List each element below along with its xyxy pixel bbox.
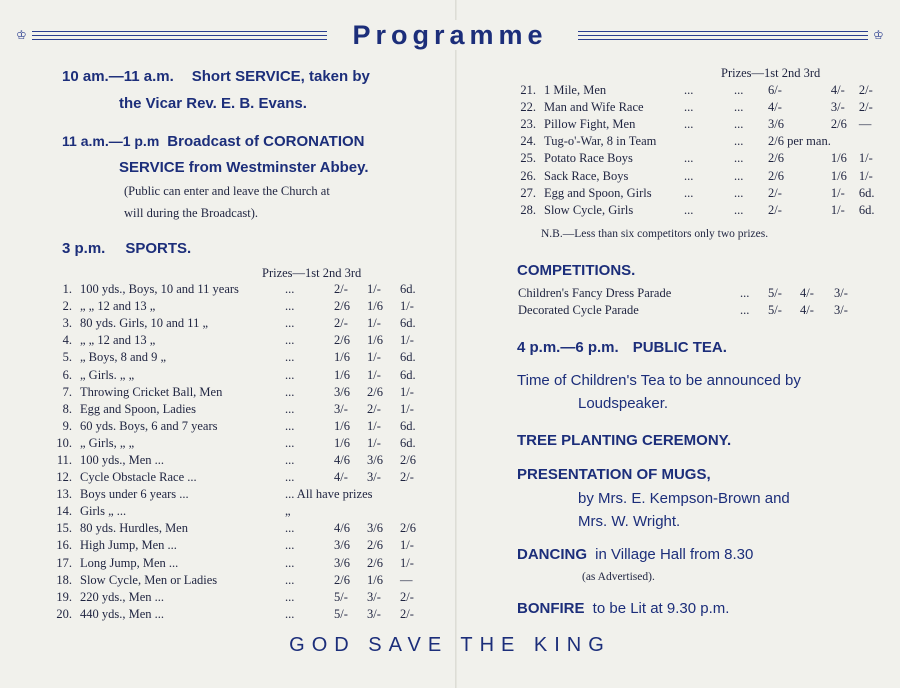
event-dots: ... (285, 299, 295, 314)
left-events-table (52, 281, 430, 623)
table-row (508, 82, 884, 99)
prize-first: 1/6 (334, 350, 350, 365)
event-name: Slow Cycle, Men or Ladies (80, 572, 218, 587)
table-row (52, 503, 430, 520)
event-name: Egg and Spoon, Ladies (80, 401, 196, 416)
event-number: 28. (520, 202, 536, 217)
prize-third: 2/- (858, 83, 873, 98)
god-save-the-king: GOD SAVE THE KING (289, 634, 611, 656)
prize-third: 6d. (858, 202, 875, 217)
programme-title: Programme (0, 20, 900, 51)
event-dots (684, 133, 734, 150)
prize-second: 1/- (367, 367, 381, 382)
event-dots: ... (684, 168, 694, 183)
event-dots: ... (285, 555, 295, 570)
prize-third: 2/- (858, 100, 873, 115)
prize-first: 2/- (334, 282, 348, 297)
event-number: 17. (56, 555, 72, 570)
event-number: 21. (520, 83, 536, 98)
event-name: 80 yds. Girls, 10 and 11 „ (80, 316, 208, 331)
prize-first: 1/6 (334, 367, 350, 382)
table-row (52, 349, 430, 366)
crown-icon: ♔ (873, 28, 884, 42)
event-dots: ... (734, 168, 744, 183)
event-name: Man and Wife Race (544, 100, 644, 115)
prize-second: 3/- (367, 606, 381, 621)
event-dots: ... (285, 521, 295, 536)
event-number: 26. (520, 168, 536, 183)
event-name: „ Girls. „ „ (80, 367, 135, 382)
mugs-line-2: by Mrs. E. Kempson-Brown and (578, 490, 790, 507)
comp-prize-2: 4/- (800, 286, 814, 301)
sports-heading: 3 p.m. SPORTS. (62, 240, 192, 257)
event-number: 18. (56, 572, 72, 587)
competitions-table (518, 285, 856, 319)
event-name: 100 yds., Men ... (80, 452, 165, 467)
event-dots: ... (684, 83, 694, 98)
table-row (508, 99, 884, 116)
prize-first: 3/6 (334, 555, 350, 570)
event-dots: ... (285, 350, 295, 365)
table-row (508, 185, 884, 202)
event-name: 220 yds., Men ... (80, 589, 165, 604)
dancing-note: (as Advertised). (582, 571, 655, 583)
event-name: Slow Cycle, Girls (544, 202, 634, 217)
prize-third: 1/- (858, 151, 873, 166)
prize-third: 2/- (400, 606, 414, 621)
event-dots: ... (684, 185, 694, 200)
event-number: 27. (520, 185, 536, 200)
prize-second: 1/6 (367, 333, 383, 348)
prize-second: 3/- (367, 589, 381, 604)
comp-name: Decorated Cycle Parade (518, 303, 639, 318)
prize-first: 2/6 (334, 572, 350, 587)
centre-fold (455, 0, 457, 688)
comp-name: Children's Fancy Dress Parade (518, 286, 672, 301)
prize-third: 6d. (400, 367, 416, 382)
event-name: Tug-o'-War, 8 in Team (544, 134, 657, 149)
event-name: 1 Mile, Men (544, 83, 607, 98)
event-dots: „ (285, 504, 291, 519)
event-name: 80 yds. Hurdles, Men (80, 521, 188, 536)
table-row (52, 555, 430, 572)
prize-second: 1/6 (830, 151, 847, 166)
tree-planting-heading: TREE PLANTING CEREMONY. (517, 432, 732, 449)
prize-second: 1/- (367, 435, 381, 450)
event-name: Sack Race, Boys (544, 168, 629, 183)
event-dots: ... (285, 435, 295, 450)
event-number: 2. (62, 299, 72, 314)
event-dots: ... (285, 589, 295, 604)
prize-third: 2/- (400, 589, 414, 604)
event-number: 12. (56, 470, 72, 485)
event-dots: ... (285, 333, 295, 348)
event-name: Long Jump, Men ... (80, 555, 179, 570)
prize-first: 2/6 per man. (768, 134, 831, 149)
event-name: Cycle Obstacle Race ... (80, 470, 197, 485)
prize-second: 3/- (830, 100, 845, 115)
table-row (52, 606, 430, 623)
event-dots: ... (285, 452, 295, 467)
prize-first: 2/6 (768, 168, 784, 183)
broadcast-line-1: 11 a.m.—1 p.m Broadcast of CORONATION (62, 133, 365, 150)
prize-second: 2/6 (367, 538, 383, 553)
event-dots: ... (734, 202, 744, 217)
prize-first: 5/- (334, 606, 348, 621)
event-dots: ... (684, 202, 694, 217)
event-dots: ... (734, 83, 744, 98)
prize-third: — (400, 572, 413, 587)
prize-first: 6/- (768, 83, 782, 98)
event-dots: ... (285, 418, 295, 433)
prize-third: 6d. (400, 435, 416, 450)
broadcast-line-2: SERVICE from Westminster Abbey. (119, 159, 369, 176)
childrens-tea-line-2: Loudspeaker. (578, 395, 669, 412)
prize-second: 1/- (367, 316, 381, 331)
prize-third: 1/- (858, 168, 873, 183)
prize-first: 3/6 (768, 117, 784, 132)
prize-third: 6d. (858, 185, 875, 200)
comp-prize-2: 4/- (800, 303, 814, 318)
event-dots: ... (285, 606, 295, 621)
table-row (52, 366, 430, 383)
table-row (52, 452, 430, 469)
prize-first: 3/- (334, 401, 348, 416)
table-row (52, 469, 430, 486)
event-number: 20. (56, 606, 72, 621)
event-dots: ... All have prizes (285, 487, 373, 502)
prize-second: 2/- (367, 401, 381, 416)
broadcast-note-2: will during the Broadcast). (124, 206, 258, 220)
table-row (52, 384, 430, 401)
comp-dots: ... (740, 286, 750, 301)
event-number: 8. (62, 401, 72, 416)
event-dots: ... (285, 538, 295, 553)
prize-second: 3/- (367, 470, 381, 485)
event-number: 6. (62, 367, 72, 382)
event-name: Potato Race Boys (544, 151, 633, 166)
event-dots: ... (734, 134, 744, 149)
event-dots: ... (684, 100, 694, 115)
table-row (508, 116, 884, 133)
prize-second (831, 133, 859, 150)
event-dots: ... (734, 185, 744, 200)
event-name: „ „ 12 and 13 „ (80, 299, 156, 314)
nb-note: N.B.—Less than six competitors only two prizes. (541, 228, 769, 240)
event-number: 24. (520, 134, 536, 149)
crown-icon: ♔ (16, 28, 27, 42)
prize-first: 2/6 (334, 333, 350, 348)
event-dots: ... (285, 572, 295, 587)
prize-first: 2/- (334, 316, 348, 331)
event-dots: ... (734, 151, 744, 166)
event-dots: ... (684, 151, 694, 166)
childrens-tea-line-1: Time of Children's Tea to be announced by (517, 372, 801, 389)
prize-first: 1/6 (334, 418, 350, 433)
prize-second: 4/- (830, 83, 845, 98)
event-number: 7. (62, 384, 72, 399)
prize-first: 4/- (768, 100, 782, 115)
table-row (518, 285, 856, 302)
prize-first: 4/6 (334, 521, 350, 536)
event-number: 25. (520, 151, 536, 166)
table-row (52, 298, 430, 315)
prize-first: 1/6 (334, 435, 350, 450)
prize-second: 1/- (367, 350, 381, 365)
event-number: 23. (520, 117, 536, 132)
event-name: Girls „ ... (80, 504, 127, 519)
table-row (52, 486, 430, 503)
event-dots: ... (285, 384, 295, 399)
prize-third: 6d. (400, 316, 416, 331)
table-row (518, 302, 856, 319)
event-number: 14. (56, 504, 72, 519)
event-number: 10. (56, 435, 72, 450)
event-number: 5. (62, 350, 72, 365)
prize-first: 2/6 (334, 299, 350, 314)
prize-second: 2/6 (367, 555, 383, 570)
right-events-table (508, 82, 884, 219)
prize-first: 2/- (768, 185, 782, 200)
prize-third: 6d. (400, 418, 416, 433)
event-name: „ „ 12 and 13 „ (80, 333, 156, 348)
prize-third: 1/- (400, 299, 414, 314)
prize-third: 1/- (400, 333, 414, 348)
event-dots: ... (734, 100, 744, 115)
prize-third (859, 133, 884, 150)
event-name: 440 yds., Men ... (80, 606, 165, 621)
competitions-heading: COMPETITIONS. (517, 262, 636, 279)
prize-first: 2/6 (768, 151, 784, 166)
service-line-2: the Vicar Rev. E. B. Evans. (119, 95, 307, 112)
prize-first: 2/- (768, 202, 782, 217)
event-number: 13. (56, 487, 72, 502)
mugs-heading: PRESENTATION OF MUGS, (517, 466, 711, 483)
prize-third: — (858, 117, 872, 132)
prize-second: 2/6 (830, 117, 847, 132)
event-name: Boys under 6 years ... (80, 487, 189, 502)
prize-second: 3/6 (367, 521, 383, 536)
left-prizes-header: Prizes—1st 2nd 3rd (262, 266, 362, 280)
event-name: High Jump, Men ... (80, 538, 177, 553)
event-number: 9. (62, 418, 72, 433)
table-row (52, 332, 430, 349)
event-number: 11. (56, 452, 72, 467)
prize-third: 2/6 (400, 521, 416, 536)
comp-prize-3: 3/- (834, 286, 848, 301)
event-name: „ Girls, „ „ (80, 435, 135, 450)
prize-second: 3/6 (367, 452, 383, 467)
prize-third: 2/6 (400, 452, 416, 467)
event-number: 15. (56, 521, 72, 536)
prize-second: 1/- (367, 418, 381, 433)
table-row (52, 315, 430, 332)
prize-second: 1/6 (367, 299, 383, 314)
event-dots: ... (285, 367, 295, 382)
dancing-line: DANCING in Village Hall from 8.30 (517, 546, 754, 563)
event-dots: ... (285, 316, 295, 331)
table-row (52, 401, 430, 418)
prize-first: 3/6 (334, 538, 350, 553)
event-dots: ... (285, 401, 295, 416)
comp-prize-1: 5/- (768, 303, 782, 318)
prize-second: 1/6 (830, 168, 847, 183)
event-dots: ... (285, 282, 295, 297)
public-tea-heading: 4 p.m.—6 p.m. PUBLIC TEA. (517, 339, 727, 356)
prize-first: 4/- (334, 470, 348, 485)
event-number: 19. (56, 589, 72, 604)
prize-second: 1/- (367, 282, 381, 297)
table-row (52, 418, 430, 435)
event-number: 3. (62, 316, 72, 331)
prize-first: 4/6 (334, 452, 350, 467)
prize-second: 1/6 (367, 572, 383, 587)
event-dots: ... (285, 470, 295, 485)
event-number: 16. (56, 538, 72, 553)
event-name: „ Boys, 8 and 9 „ (80, 350, 167, 365)
table-row (52, 435, 430, 452)
event-dots: ... (734, 117, 744, 132)
event-name: Throwing Cricket Ball, Men (80, 384, 223, 399)
prize-first: 3/6 (334, 384, 350, 399)
prize-third: 1/- (400, 384, 414, 399)
table-row (52, 281, 430, 298)
prize-third: 1/- (400, 555, 414, 570)
table-row (508, 133, 884, 150)
prize-second: 2/6 (367, 384, 383, 399)
event-number: 4. (62, 333, 72, 348)
prize-third: 2/- (400, 470, 414, 485)
prize-third: 6d. (400, 282, 416, 297)
right-prizes-header: Prizes—1st 2nd 3rd (721, 66, 821, 80)
event-name: Pillow Fight, Men (544, 117, 636, 132)
prize-third: 1/- (400, 538, 414, 553)
prize-third: 1/- (400, 401, 414, 416)
table-row (508, 150, 884, 167)
event-number: 22. (520, 100, 536, 115)
bonfire-line: BONFIRE to be Lit at 9.30 p.m. (517, 600, 730, 617)
mugs-line-3: Mrs. W. Wright. (578, 513, 681, 530)
event-dots: ... (684, 117, 694, 132)
service-line-1: 10 am.—11 a.m. Short SERVICE, taken by (62, 68, 370, 85)
event-name: 60 yds. Boys, 6 and 7 years (80, 418, 218, 433)
prize-second: 1/- (830, 185, 845, 200)
table-row (52, 520, 430, 537)
event-name: Egg and Spoon, Girls (544, 185, 652, 200)
event-name: 100 yds., Boys, 10 and 11 years (80, 282, 239, 297)
table-row (508, 167, 884, 184)
broadcast-note-1: (Public can enter and leave the Church at (124, 184, 330, 198)
comp-prize-3: 3/- (834, 303, 848, 318)
prize-first: 5/- (334, 589, 348, 604)
event-number: 1. (62, 282, 72, 297)
prize-second: 1/- (830, 202, 845, 217)
table-row (52, 537, 430, 554)
comp-dots: ... (740, 303, 750, 318)
comp-prize-1: 5/- (768, 286, 782, 301)
table-row (52, 572, 430, 589)
table-row (52, 589, 430, 606)
table-row (508, 202, 884, 219)
prize-third: 6d. (400, 350, 416, 365)
